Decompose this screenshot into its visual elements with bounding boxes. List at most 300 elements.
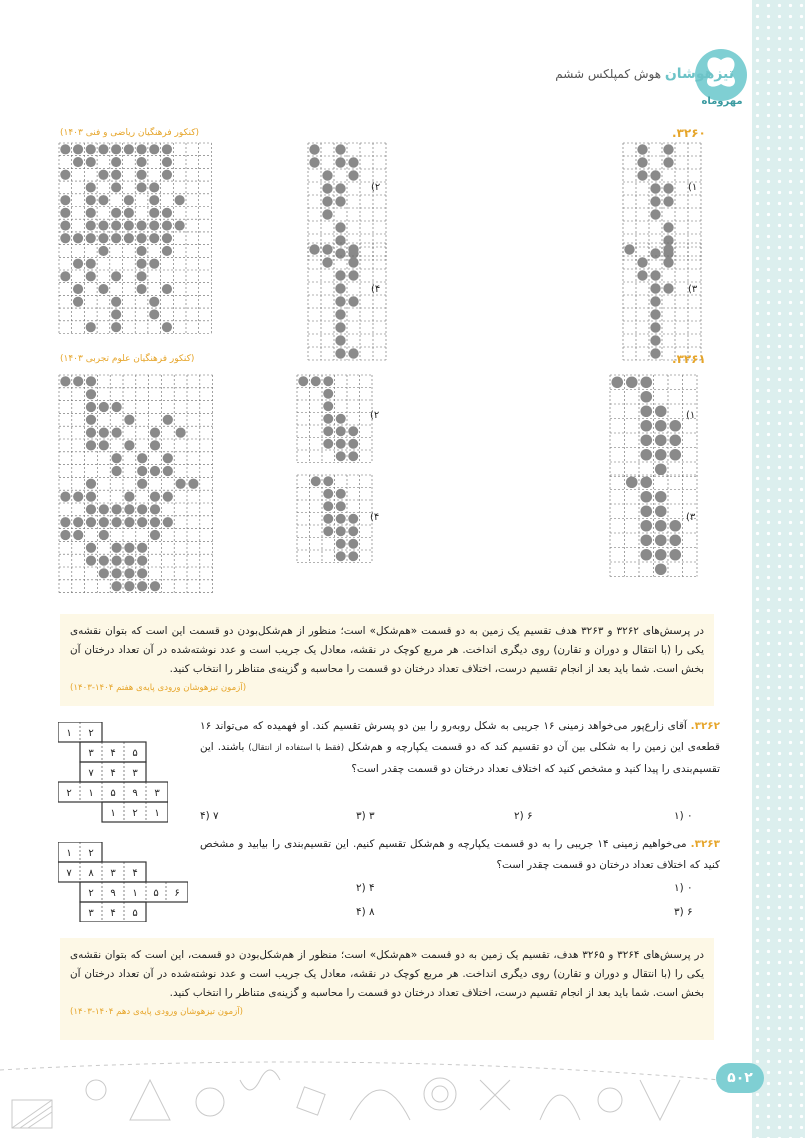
grid-dot (336, 426, 346, 436)
grid-dot (111, 157, 121, 167)
grid-dot (86, 479, 96, 489)
question-note-3262: (فقط با استفاده از انتقال) (248, 743, 345, 753)
grid-dot (655, 563, 667, 575)
grid-dot (335, 348, 345, 358)
grid-dot (86, 157, 96, 167)
grid-dot (111, 466, 121, 476)
grid-dot (655, 491, 667, 503)
cell-3262: ۹ (132, 788, 138, 799)
grid-dot (99, 517, 109, 527)
grid-dot (640, 420, 652, 432)
grid-dot (655, 520, 667, 532)
grid-dot (73, 284, 83, 294)
grid-dot (655, 449, 667, 461)
grid-dot (149, 233, 159, 243)
grid-dot (60, 208, 70, 218)
choice-3263-4[interactable]: ۸ (۴ (356, 906, 375, 918)
dot-grid-svg (296, 474, 373, 564)
cell-3263: ۸ (88, 868, 94, 879)
grid-dot (323, 501, 333, 511)
grid-dot (335, 270, 345, 280)
grid-dot (309, 157, 319, 167)
grid-dot (175, 427, 185, 437)
option-grid-3260-3 (622, 242, 702, 361)
grid-dot (650, 209, 660, 219)
grid-dot (637, 257, 647, 267)
grid-dot (124, 440, 134, 450)
grid-dot (663, 257, 673, 267)
grid-dot (163, 466, 173, 476)
grid-dot (111, 517, 121, 527)
grid-dot (323, 439, 333, 449)
grid-dot (111, 220, 121, 230)
grid-dot (162, 220, 172, 230)
grid-dot (336, 551, 346, 561)
grid-dot (640, 434, 652, 446)
grid-dot (348, 451, 358, 461)
grid-dot (149, 195, 159, 205)
grid-dot (323, 376, 333, 386)
grid-dot (336, 451, 346, 461)
grid-dot (73, 517, 83, 527)
dot-grid-svg (622, 242, 702, 361)
question-number-3260: ۳۲۶۰. (672, 126, 706, 140)
grid-dot (322, 244, 332, 254)
grid-dot (73, 491, 83, 501)
grid-dot (162, 322, 172, 332)
choice-3263-1[interactable]: ۰ (۱ (674, 882, 693, 894)
grid-dot (650, 296, 660, 306)
question-number-3261: ۳۲۶۱. (672, 352, 706, 366)
grid-dot (111, 427, 121, 437)
cell-3262: ۳ (132, 768, 138, 779)
grid-dot (137, 581, 147, 591)
grid-dot (73, 530, 83, 540)
grid-dot (650, 322, 660, 332)
grid-dot (323, 514, 333, 524)
cell-3262: ۱ (110, 808, 116, 819)
dot-grid-svg (609, 374, 698, 478)
grid-dot (162, 246, 172, 256)
grid-dot (86, 208, 96, 218)
grid-dot (86, 440, 96, 450)
grid-dot (86, 517, 96, 527)
option-label-3261-4: ۴) (370, 512, 380, 523)
option-label-3261-1: ۱) (686, 410, 696, 421)
grid-dot (136, 220, 146, 230)
grid-dot (322, 209, 332, 219)
cell-3263: ۱ (132, 888, 138, 899)
grid-dot (655, 534, 667, 546)
question-body2-3262: باشند. این تقسیم‌بندی را پیدا کنید و مشخص کنید که اختلاف تعداد درختان دو قسمت چقدر است؟ (200, 741, 720, 775)
grid-dot (348, 244, 358, 254)
grid-dot (650, 348, 660, 358)
grid-dot (60, 491, 70, 501)
grid-dot (136, 144, 146, 154)
grid-dot (111, 297, 121, 307)
grid-dot (336, 414, 346, 424)
grid-dot (60, 517, 70, 527)
grid-dot (60, 220, 70, 230)
grid-dot (149, 208, 159, 218)
grid-dot (124, 504, 134, 514)
grid-dot (86, 322, 96, 332)
grid-dot (86, 195, 96, 205)
grid-dot (86, 555, 96, 565)
pattern-grid-3260 (58, 142, 212, 335)
grid-dot (650, 283, 660, 293)
grid-dot (162, 233, 172, 243)
question-number-3262: ۳۲۶۲. (690, 720, 720, 732)
cell-3263: ۵ (153, 888, 159, 899)
grid-dot (162, 144, 172, 154)
grid-dot (124, 568, 134, 578)
grid-dot (663, 283, 673, 293)
grid-dot (137, 466, 147, 476)
grid-dot (335, 144, 345, 154)
grid-dot (650, 309, 660, 319)
grid-dot (335, 309, 345, 319)
cell-3262: ۵ (132, 748, 138, 759)
cell-3263: ۲ (88, 888, 94, 899)
dot-grid-svg (307, 242, 387, 361)
instruction-source-1: (آزمون تیزهوشان ورودی پایه‌ی هفتم ۱۴۰۴-۱۴۰۳) (70, 683, 247, 693)
question-text-3262 (200, 716, 720, 780)
grid-dot (86, 389, 96, 399)
grid-dot (669, 549, 681, 561)
choice-3262-1[interactable]: ۰ (۱ (674, 810, 693, 822)
grid-dot (323, 476, 333, 486)
grid-dot (124, 517, 134, 527)
grid-dot (640, 505, 652, 517)
grid-dot (136, 170, 146, 180)
grid-dot (175, 479, 185, 489)
grid-dot (111, 504, 121, 514)
grid-dot (348, 514, 358, 524)
grid-dot (335, 157, 345, 167)
grid-dot (311, 476, 321, 486)
grid-dot (124, 491, 134, 501)
grid-dot (60, 530, 70, 540)
grid-dot (640, 549, 652, 561)
grid-dot (86, 415, 96, 425)
option-label-3260-4: ۴) (371, 284, 381, 295)
grid-dot (111, 453, 121, 463)
grid-dot (86, 220, 96, 230)
grid-dot (348, 170, 358, 180)
grid-dot (149, 220, 159, 230)
grid-dot (663, 157, 673, 167)
grid-dot (136, 182, 146, 192)
grid-dot (60, 376, 70, 386)
grid-dot (162, 170, 172, 180)
grid-dot (150, 427, 160, 437)
grid-dot (322, 196, 332, 206)
grid-dot (86, 491, 96, 501)
grid-dot (86, 543, 96, 553)
grid-dot (637, 144, 647, 154)
grid-dot (98, 170, 108, 180)
grid-dot (669, 449, 681, 461)
grid-dot (111, 233, 121, 243)
grid-dot (98, 144, 108, 154)
grid-dot (124, 144, 134, 154)
choice-3263-2[interactable]: ۴ (۲ (356, 882, 375, 894)
grid-dot (99, 504, 109, 514)
option-label-3260-2: ۲) (371, 182, 381, 193)
grid-dot (60, 144, 70, 154)
dot-grid-svg (58, 142, 212, 335)
grid-dot (111, 309, 121, 319)
grid-dot (162, 208, 172, 218)
cell-3262: ۴ (110, 768, 116, 779)
cell-3262: ۷ (88, 768, 94, 779)
grid-dot (640, 476, 652, 488)
grid-dot (335, 196, 345, 206)
grid-dot (124, 195, 134, 205)
grid-dot (149, 259, 159, 269)
grid-dot (150, 440, 160, 450)
grid-dot (111, 208, 121, 218)
grid-dot (111, 568, 121, 578)
choice-3262-4[interactable]: ۷ (۴ (200, 810, 219, 822)
grid-dot (136, 246, 146, 256)
grid-dot (136, 271, 146, 281)
grid-dot (149, 309, 159, 319)
dot-grid-svg (296, 374, 373, 464)
land-grid-3263 (58, 842, 188, 922)
grid-dot (124, 208, 134, 218)
grid-dot (86, 144, 96, 154)
instruction-box-2 (60, 938, 714, 1040)
grid-dot (162, 157, 172, 167)
grid-dot (624, 244, 634, 254)
grid-dot (611, 376, 623, 388)
question-body-3263: می‌خواهیم زمینی ۱۴ جریبی را به دو قسمت یکپارچه و هم‌شکل تقسیم کنیم. این تقسیم‌بندی را بیابید و مشخص کنید که اختلاف تعداد درختان دو قسمت چقدر است؟ (200, 838, 720, 871)
grid-dot (60, 271, 70, 281)
grid-dot (323, 414, 333, 424)
grid-dot (136, 284, 146, 294)
grid-dot (188, 479, 198, 489)
grid-dot (137, 504, 147, 514)
logo-text: مهروماه (701, 96, 743, 107)
grid-dot (60, 170, 70, 180)
book-title: هوش کمپلکس ششم (555, 67, 662, 81)
dot-grid-svg (609, 474, 698, 578)
grid-dot (640, 449, 652, 461)
choice-3263-3[interactable]: ۶ (۳ (674, 906, 693, 918)
grid-dot (150, 504, 160, 514)
grid-dot (86, 271, 96, 281)
grid-dot (111, 322, 121, 332)
cell-3263: ۳ (88, 908, 94, 919)
question-source-3261: (کنکور فرهنگیان علوم تجربی ۱۴۰۳) (60, 354, 195, 364)
grid-dot (149, 297, 159, 307)
question-number-3263: ۳۲۶۳. (690, 838, 720, 850)
grid-dot (86, 182, 96, 192)
grid-dot (309, 144, 319, 154)
grid-dot (99, 530, 109, 540)
grid-dot (309, 244, 319, 254)
grid-dot (640, 391, 652, 403)
grid-dot (335, 183, 345, 193)
cell-3263: ۶ (174, 888, 180, 899)
grid-dot (323, 526, 333, 536)
grid-dot (98, 246, 108, 256)
grid-dot (323, 401, 333, 411)
grid-dot (650, 335, 660, 345)
grid-dot (98, 220, 108, 230)
grid-dot (175, 220, 185, 230)
grid-dot (655, 505, 667, 517)
grid-dot (124, 581, 134, 591)
grid-dot (348, 439, 358, 449)
grid-dot (322, 257, 332, 267)
cell-3262: ۳ (88, 748, 94, 759)
grid-dot (99, 568, 109, 578)
choice-3262-3[interactable]: ۳ (۳ (356, 810, 375, 822)
grid-dot (111, 170, 121, 180)
grid-dot (111, 555, 121, 565)
grid-dot (322, 170, 332, 180)
grid-dot (136, 259, 146, 269)
cell-3263: ۵ (132, 908, 138, 919)
grid-dot (650, 196, 660, 206)
land-grid-3262 (58, 722, 168, 826)
grid-dot (655, 420, 667, 432)
grid-dot (98, 195, 108, 205)
grid-dot (348, 296, 358, 306)
grid-dot (348, 270, 358, 280)
grid-dot (99, 427, 109, 437)
grid-dot (150, 517, 160, 527)
grid-dot (86, 233, 96, 243)
cell-3262: ۳ (154, 788, 160, 799)
grid-dot (124, 415, 134, 425)
grid-dot (348, 426, 358, 436)
cell-3263: ۱ (66, 848, 72, 859)
grid-dot (99, 402, 109, 412)
grid-dot (336, 501, 346, 511)
page-header (472, 66, 734, 82)
grid-dot (669, 434, 681, 446)
grid-dot (335, 296, 345, 306)
grid-dot (163, 517, 173, 527)
instruction-source-2: (آزمون تیزهوشان ورودی پایه‌ی دهم ۱۴۰۴-۱۴۰۳) (70, 1007, 243, 1017)
choice-3262-2[interactable]: ۶ (۲ (514, 810, 533, 822)
grid-dot (175, 195, 185, 205)
grid-dot (626, 376, 638, 388)
grid-dot (640, 534, 652, 546)
grid-dot (162, 284, 172, 294)
pattern-grid-3261 (58, 374, 214, 594)
grid-dot (150, 491, 160, 501)
grid-dot (86, 402, 96, 412)
grid-dot (655, 549, 667, 561)
grid-dot (86, 259, 96, 269)
grid-dot (626, 476, 638, 488)
decorative-doodle-footer (0, 1050, 720, 1138)
option-label-3261-2: ۲) (370, 410, 380, 421)
grid-dot (669, 534, 681, 546)
grid-dot (137, 568, 147, 578)
option-label-3260-3: ۳) (688, 284, 698, 295)
grid-dot (335, 283, 345, 293)
grid-dot (137, 453, 147, 463)
grid-dot (73, 376, 83, 386)
grid-dot (99, 440, 109, 450)
cell-3262: ۲ (132, 808, 138, 819)
question-text-3263 (200, 834, 720, 876)
grid-dot (111, 543, 121, 553)
grid-dot (86, 376, 96, 386)
grid-dot (311, 376, 321, 386)
cell-3263: ۳ (110, 868, 116, 879)
instruction-box-1 (60, 614, 714, 706)
grid-dot (335, 222, 345, 232)
grid-dot (322, 183, 332, 193)
grid-dot (149, 182, 159, 192)
grid-dot (640, 491, 652, 503)
grid-dot (137, 479, 147, 489)
cell-3262: ۱ (66, 728, 72, 739)
grid-dot (124, 220, 134, 230)
grid-dot (655, 434, 667, 446)
grid-dot (111, 182, 121, 192)
grid-dot (348, 539, 358, 549)
grid-dot (336, 526, 346, 536)
grid-dot (163, 415, 173, 425)
grid-dot (86, 504, 96, 514)
grid-dot (348, 526, 358, 536)
cell-3262: ۱ (88, 788, 94, 799)
grid-dot (136, 233, 146, 243)
grid-dot (637, 270, 647, 280)
grid-dot (136, 157, 146, 167)
grid-dot (298, 376, 308, 386)
grid-dot (637, 157, 647, 167)
grid-dot (650, 270, 660, 280)
option-grid-3261-3 (609, 474, 698, 578)
grid-dot (663, 244, 673, 254)
grid-dot (640, 520, 652, 532)
cell-3262: ۲ (88, 728, 94, 739)
cell-3262: ۲ (66, 788, 72, 799)
grid-dot (73, 233, 83, 243)
grid-dot (669, 420, 681, 432)
grid-dot (73, 259, 83, 269)
question-source-3260: (کنکور فرهنگیان ریاضی و فنی ۱۴۰۳) (60, 128, 200, 138)
grid-dot (163, 453, 173, 463)
grid-dot (335, 335, 345, 345)
grid-dot (655, 405, 667, 417)
option-grid-3261-1 (609, 374, 698, 478)
cell-3262: ۵ (110, 788, 116, 799)
grid-dot (336, 514, 346, 524)
grid-dot (73, 157, 83, 167)
grid-dot (60, 233, 70, 243)
grid-dot (99, 555, 109, 565)
grid-dot (336, 439, 346, 449)
grid-dot (73, 144, 83, 154)
grid-dot (111, 144, 121, 154)
option-grid-3261-2 (296, 374, 373, 464)
grid-dot (323, 426, 333, 436)
grid-dot (124, 555, 134, 565)
grid-dot (137, 555, 147, 565)
cell-3263: ۲ (88, 848, 94, 859)
option-grid-3260-4 (307, 242, 387, 361)
